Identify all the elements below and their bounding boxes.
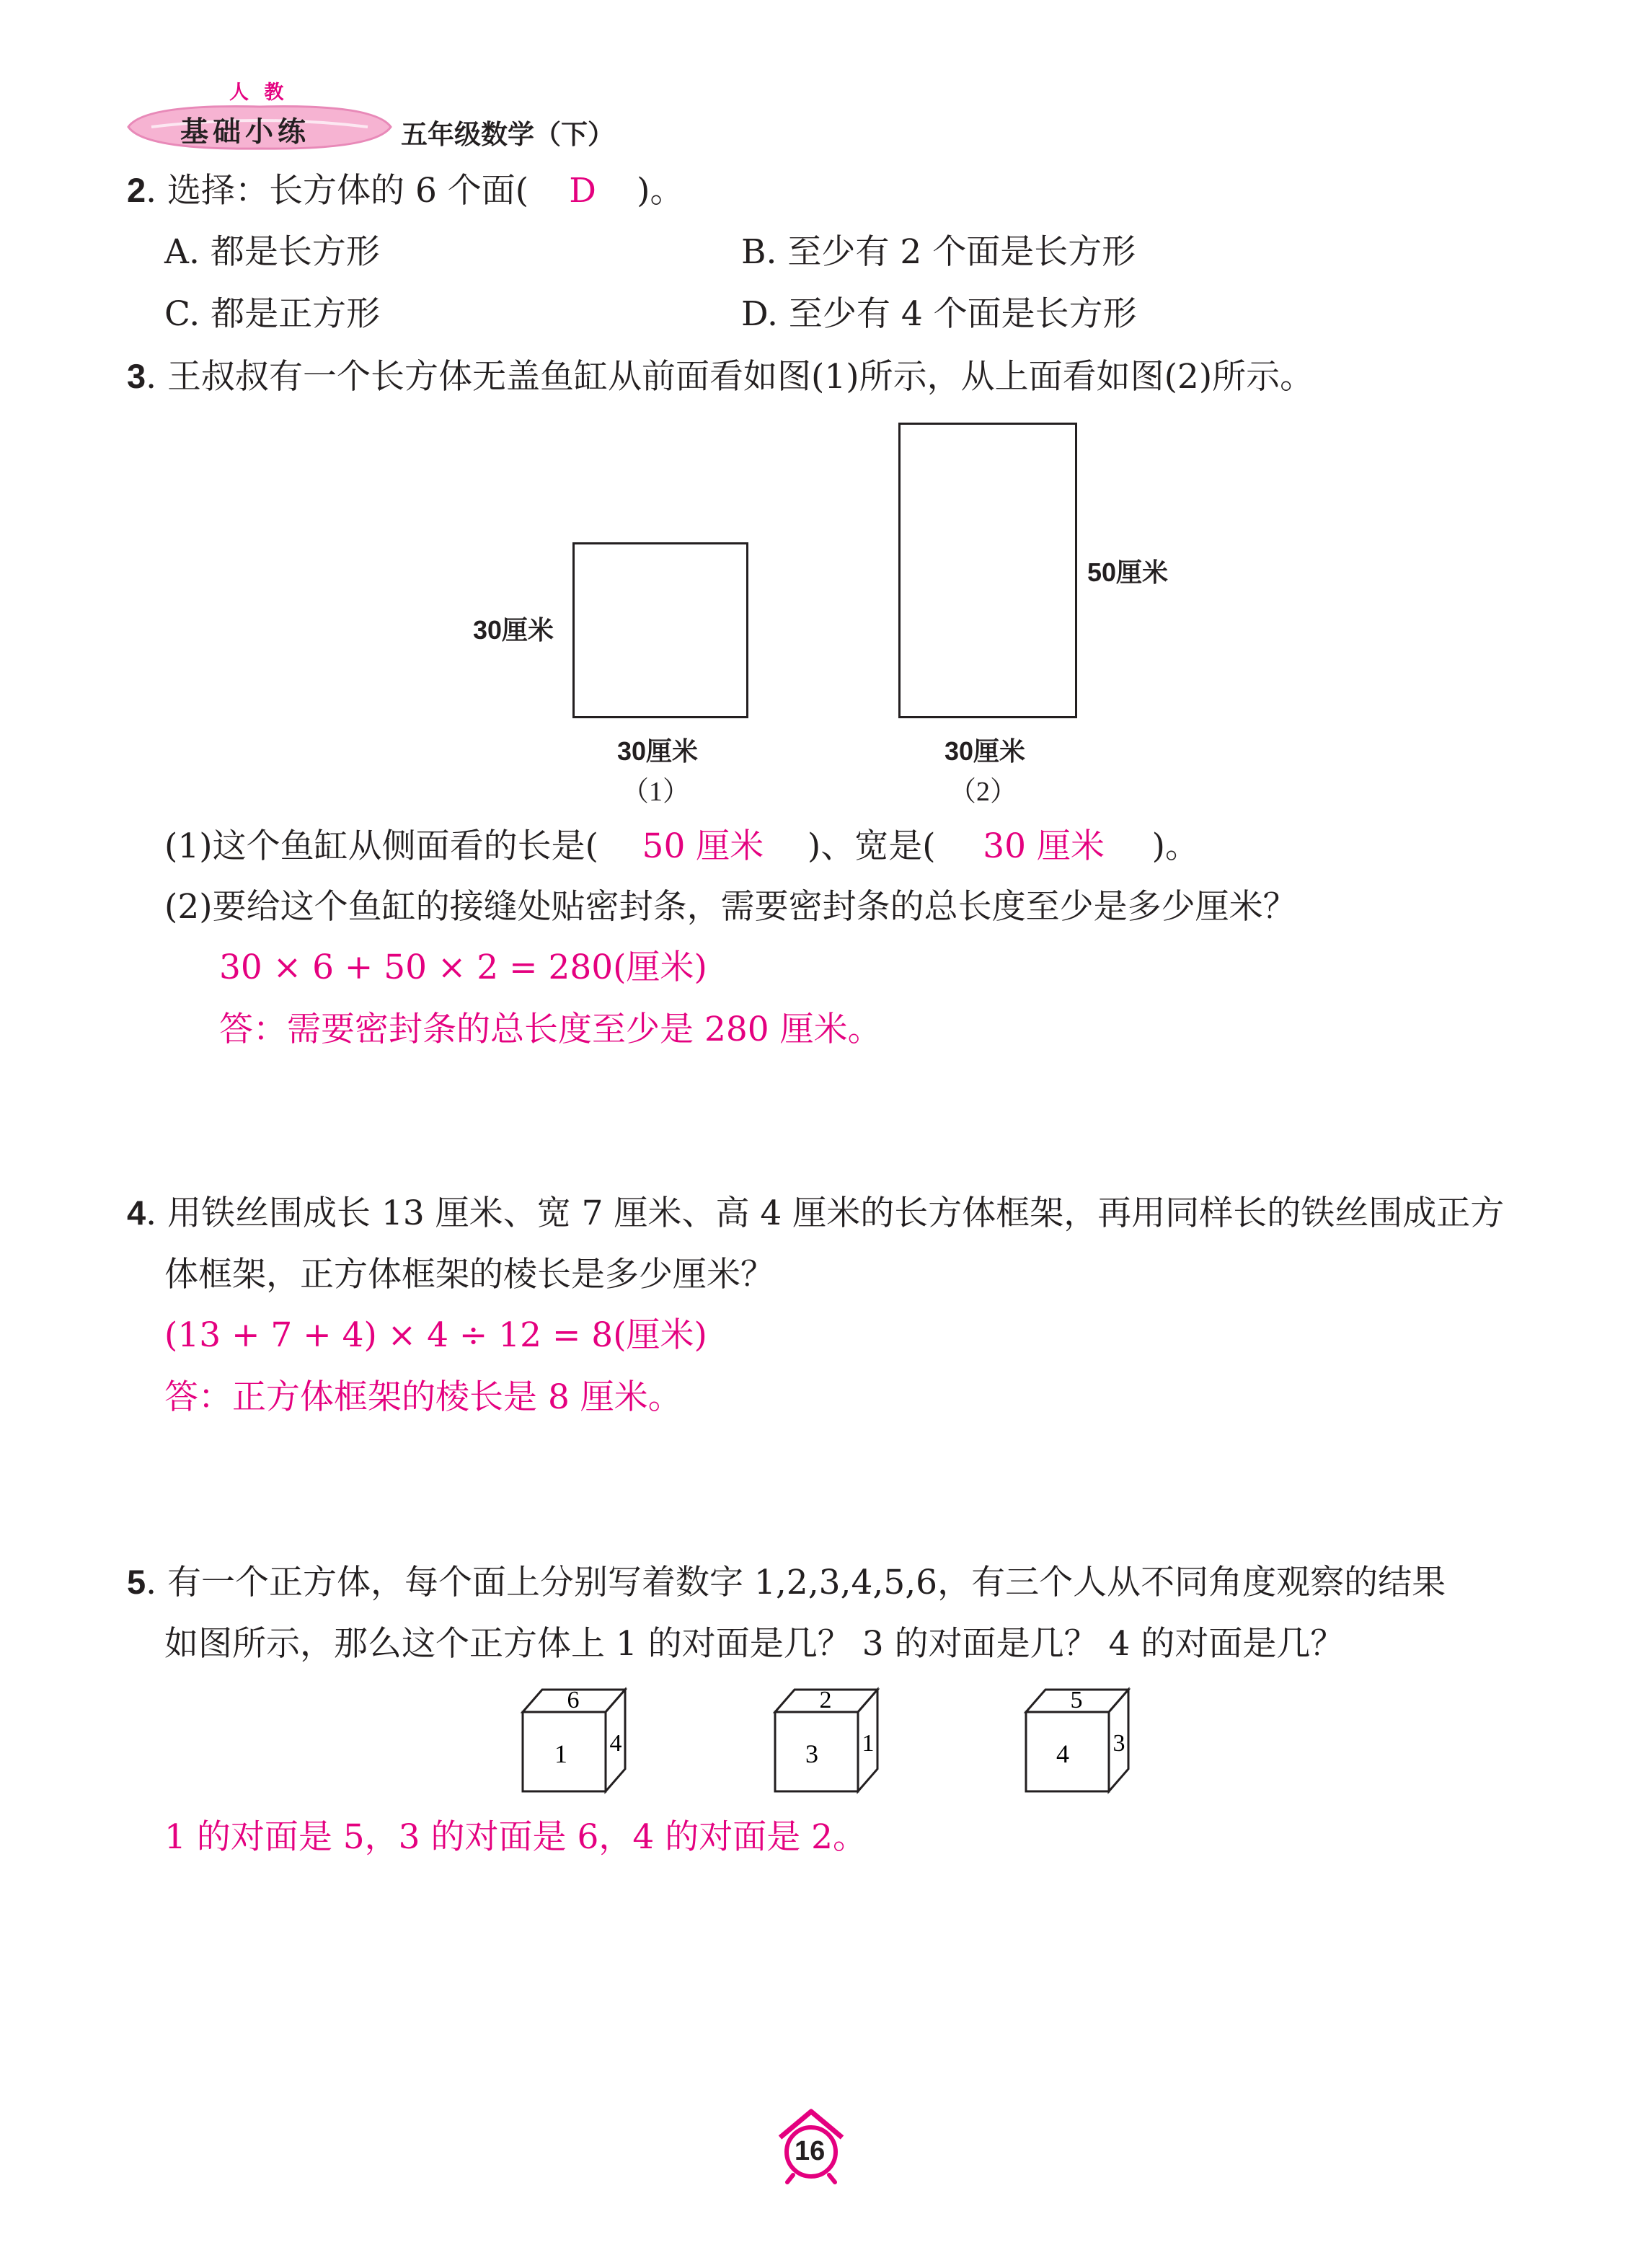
q4-answer: 答：正方体框架的棱长是 8 厘米。 — [164, 1377, 682, 1417]
cube-2-top: 2 — [819, 1687, 832, 1713]
q5-answer: 1 的对面是 5，3 的对面是 6，4 的对面是 2。 — [164, 1817, 867, 1857]
q2-answer: D — [569, 171, 596, 211]
cube-3 — [1022, 1686, 1131, 1796]
fig2-caption: （2） — [949, 777, 1018, 807]
q3-calculation: 30 × 6 + 50 × 2 = 280(厘米) — [219, 948, 707, 987]
fig1-side-label: 30厘米 — [473, 615, 554, 645]
q4-line1-text: . 用铁丝围成长 13 厘米、宽 7 厘米、高 4 厘米的长方体框架，再用同样长的铁丝围成正方 — [146, 1193, 1505, 1233]
q3-sub1-answer-length: 50 厘米 — [642, 826, 764, 866]
q3-sub1-mid: )、宽是( — [807, 826, 936, 866]
q4-calculation: (13 + 7 + 4) × 4 ÷ 12 = 8(厘米) — [164, 1315, 707, 1355]
q2-stem — [127, 169, 684, 213]
q5-line1-text: . 有一个正方体，每个面上分别写着数字 1,2,3,4,5,6，有三个人从不同角度观察的结果 — [146, 1563, 1446, 1602]
q4-number: 4 — [127, 1193, 146, 1232]
q2-stem-post: )。 — [637, 171, 684, 211]
fig2-bottom-label: 30厘米 — [944, 736, 1026, 766]
page-number: 16 — [795, 2136, 826, 2166]
q3-sub1-pre: (1)这个鱼缸从侧面看的长是( — [164, 826, 598, 866]
cube-1-top: 6 — [567, 1687, 580, 1713]
fig1-bottom-label: 30厘米 — [617, 736, 699, 766]
fig2-rectangle — [898, 423, 1077, 718]
cube-3-top: 5 — [1070, 1687, 1083, 1713]
header-grade: 五年级数学（下） — [401, 119, 614, 150]
header-edition: 人 教 — [229, 81, 288, 104]
q3-answer: 答：需要密封条的总长度至少是 280 厘米。 — [219, 1010, 882, 1049]
fig2-side-label: 50厘米 — [1087, 557, 1169, 587]
q4-stem-line2: 体框架，正方体框架的棱长是多少厘米？ — [164, 1255, 774, 1294]
q3-sub2: (2)要给这个鱼缸的接缝处贴密封条，需要密封条的总长度至少是多少厘米？ — [164, 887, 1297, 927]
q2-option-a: A. 都是长方形 — [164, 232, 380, 272]
q2-stem-pre: . 选择：长方体的 6 个面( — [146, 171, 529, 211]
q3-sub1 — [164, 825, 1199, 868]
q2-option-d: D. 至少有 4 个面是长方形 — [741, 294, 1137, 334]
q2-number: 2 — [127, 171, 146, 209]
cube-2-front: 3 — [805, 1739, 818, 1768]
cube-2-side: 1 — [862, 1730, 875, 1757]
cube-2 — [771, 1686, 880, 1796]
cube-1 — [519, 1686, 627, 1796]
q3-sub1-answer-width: 30 厘米 — [983, 826, 1105, 866]
q3-stem — [127, 355, 1314, 399]
fig1-caption: （1） — [621, 777, 691, 807]
cube-3-front: 4 — [1056, 1739, 1069, 1768]
cube-1-front: 1 — [554, 1739, 567, 1768]
q2-option-c: C. 都是正方形 — [164, 294, 381, 334]
q5-stem-line2: 如图所示，那么这个正方体上 1 的对面是几？ 3 的对面是几？ 4 的对面是几？ — [164, 1624, 1345, 1664]
q2-option-b: B. 至少有 2 个面是长方形 — [741, 232, 1136, 272]
cube-3-side: 3 — [1112, 1730, 1125, 1757]
fig1-rectangle — [572, 542, 748, 718]
cube-1-side: 4 — [609, 1730, 622, 1757]
q3-stem-text: . 王叔叔有一个长方体无盖鱼缸从前面看如图(1)所示，从上面看如图(2)所示。 — [146, 357, 1314, 397]
q4-stem-line1 — [127, 1191, 1504, 1235]
header-series: 基础小练 — [180, 116, 311, 149]
q3-number: 3 — [127, 357, 146, 395]
q3-sub1-post: )。 — [1151, 826, 1199, 866]
q5-stem-line1 — [127, 1561, 1446, 1605]
q5-number: 5 — [127, 1563, 146, 1601]
